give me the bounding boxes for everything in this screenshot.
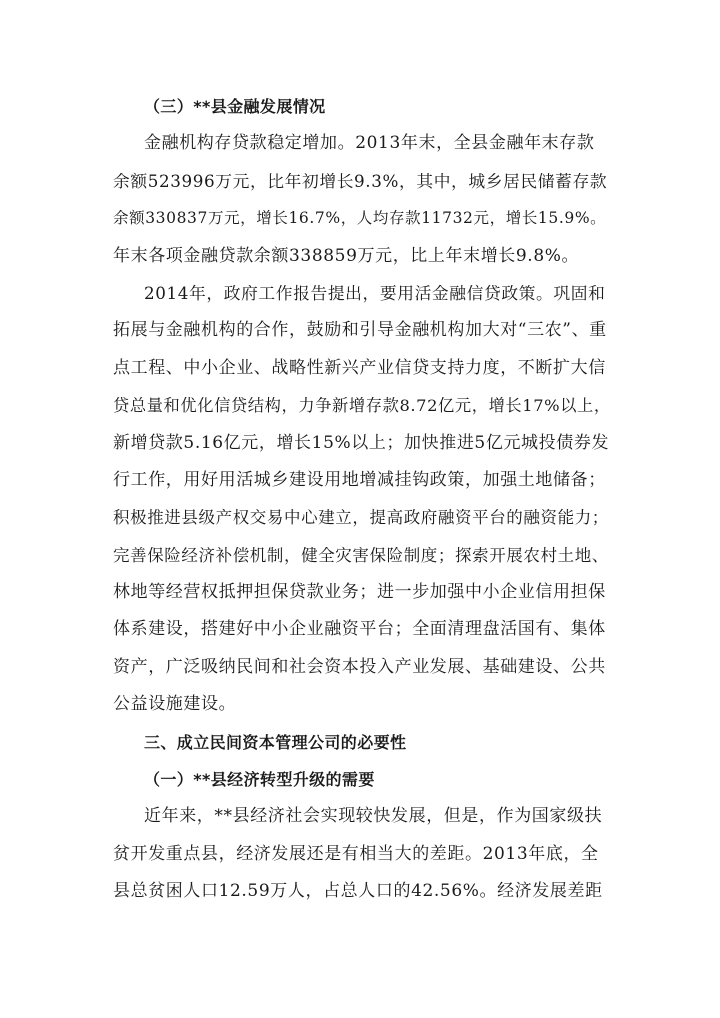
paragraph-line: 金融机构存贷款稳定增加。2013年末，全县金融年末存款	[144, 133, 595, 154]
paragraph-line: 贫开发重点县，经济发展还是有相当大的差距。2013年底，全	[113, 843, 599, 864]
document-page	[113, 88, 610, 911]
paragraph-line: 县总贫困人口12.59万人，占总人口的42.56%。经济发展差距	[113, 881, 603, 902]
paragraph-line: 余额523996万元，比年初增长9.3%，其中，城乡居民储蓄存款	[113, 170, 608, 191]
paragraph-line: 林地等经营权抵押担保贷款业务；进一步加强中小企业信用担保	[113, 582, 606, 603]
paragraph-line: 体系建设，搭建好中小企业融资平台；全面清理盘活国有、集体	[113, 619, 606, 640]
subsection-heading: （一）**县经济转型升级的需要	[144, 770, 375, 790]
paragraph-line: 近年来，**县经济社会实现较快发展，但是，作为国家级扶	[144, 806, 603, 827]
chapter-heading: 三、成立民间资本管理公司的必要性	[144, 732, 407, 752]
paragraph-line: 余额330837万元，增长16.7%，人均存款11732元，增长15.9%。	[113, 209, 607, 228]
paragraph-line: 2014年，政府工作报告提出，要用活金融信贷政策。巩固和	[144, 282, 606, 303]
paragraph-line: 贷总量和优化信贷结构，力争新增存款8.72亿元，增长17%以上，	[113, 396, 611, 416]
paragraph-line: 资产，广泛吸纳民间和社会资本投入产业发展、基础建设、公共	[113, 656, 606, 677]
paragraph-line: 年末各项金融贷款余额338859万元，比上年末增长9.8%。	[113, 245, 580, 266]
paragraph-line: 积极推进县级产权交易中心建立，提高政府融资平台的融资能力；	[113, 508, 609, 528]
paragraph-line: 行工作，用好用活城乡建设用地增减挂钩政策，加强土地储备；	[113, 469, 606, 490]
paragraph-line: 点工程、中小企业、战略性新兴产业信贷支持力度，不断扩大信	[113, 357, 606, 378]
paragraph-line: 新增贷款5.16亿元，增长15%以上；加快推进5亿元城投债券发	[113, 432, 610, 453]
paragraph-line: 公益设施建设。	[113, 694, 237, 715]
paragraph-line: 拓展与金融机构的合作，鼓励和引导金融机构加大对“三农”、重	[113, 320, 607, 341]
paragraph-line: 完善保险经济补偿机制，健全灾害保险制度；探索开展农村土地、	[113, 545, 609, 565]
section-heading: （三）**县金融发展情况	[144, 97, 326, 116]
